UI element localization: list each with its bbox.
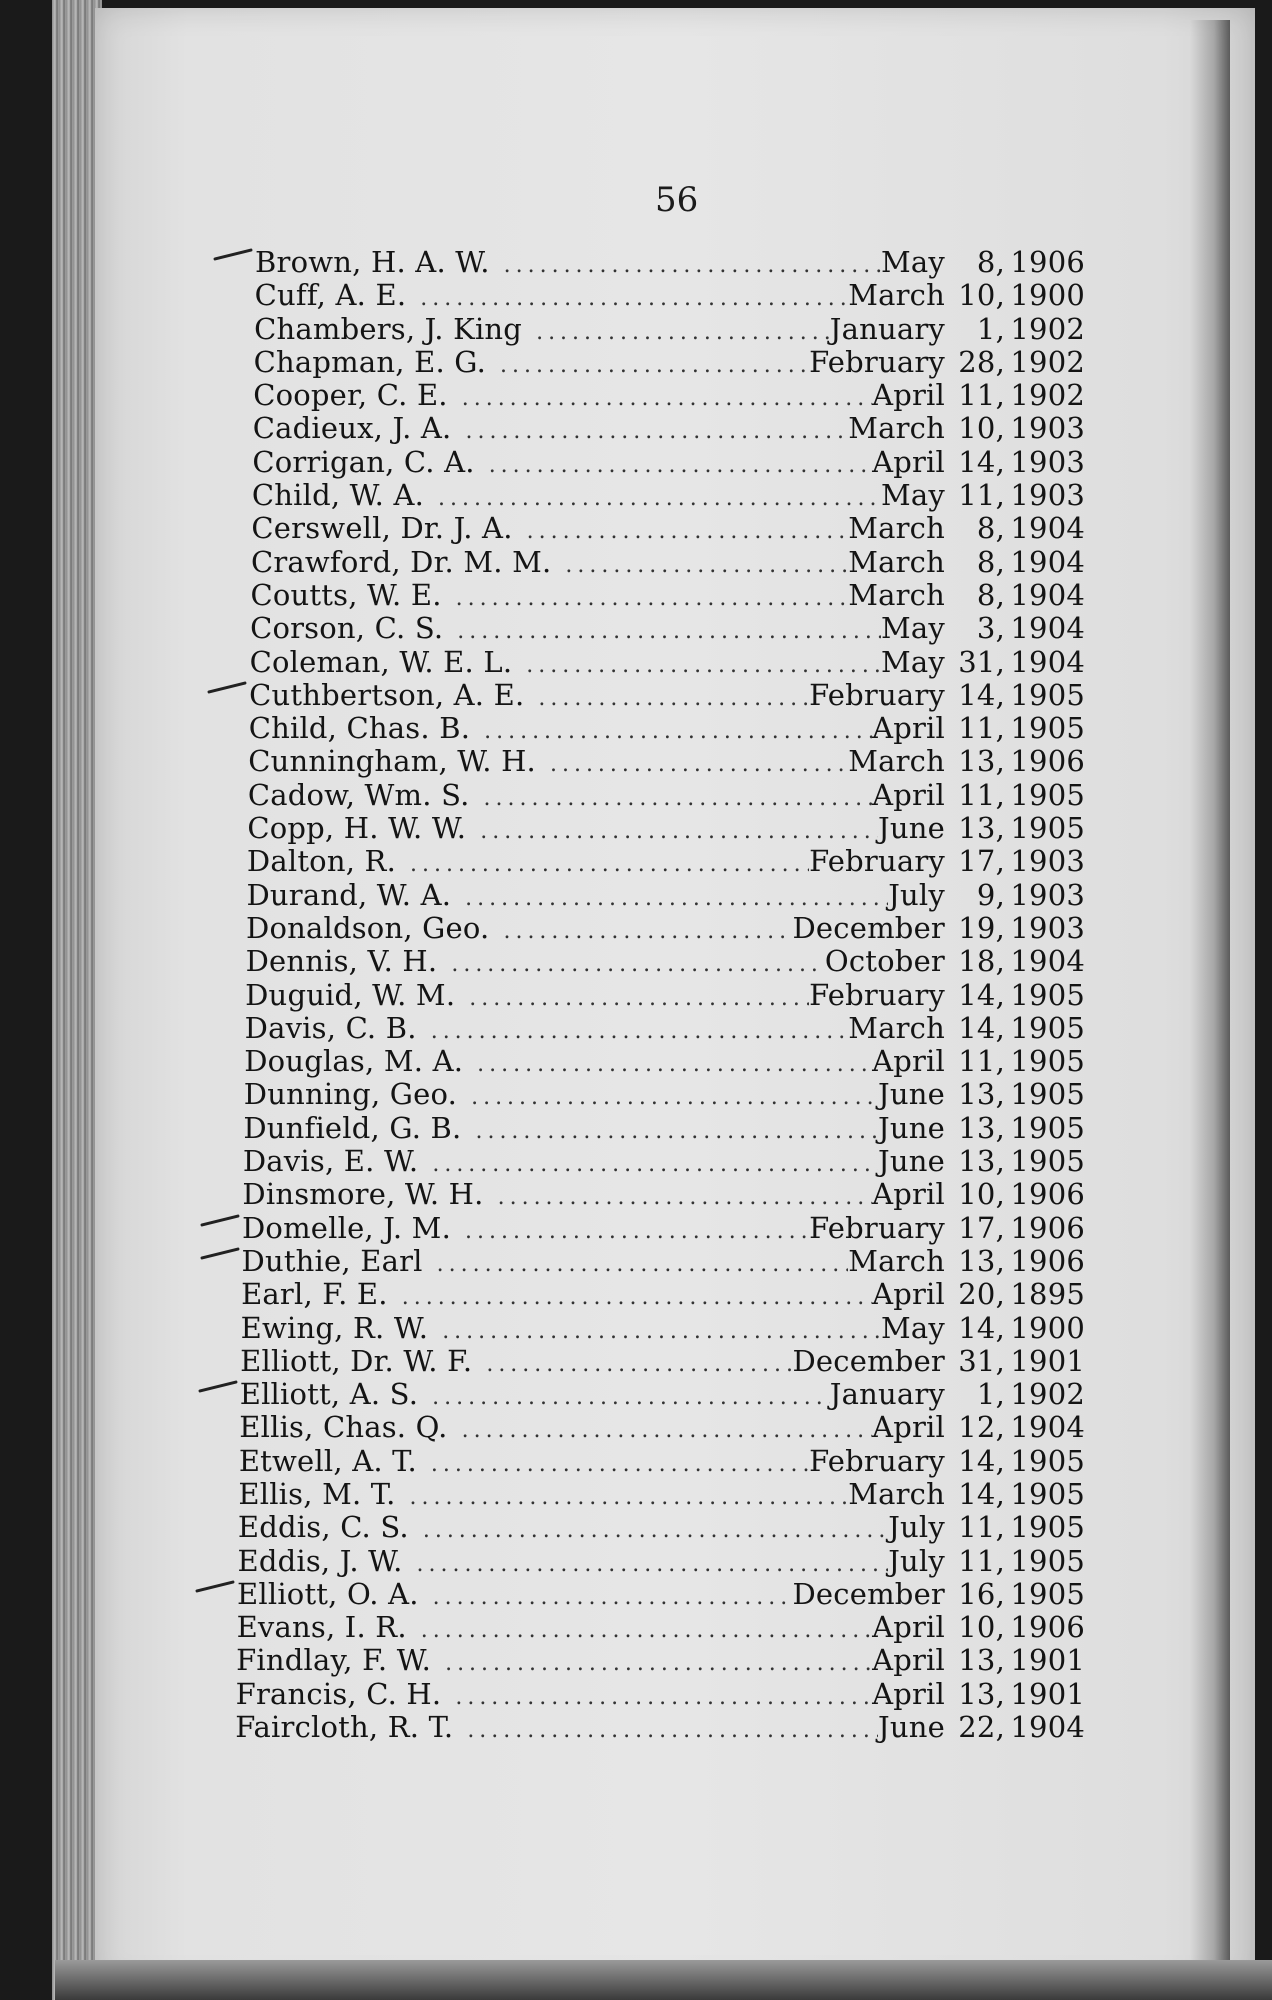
list-item bbox=[242, 1211, 1085, 1244]
member-name: Faircloth, R. T. bbox=[235, 1710, 454, 1745]
list-item bbox=[237, 1577, 1085, 1610]
date-day: 8, bbox=[976, 544, 1005, 579]
member-name: Dinsmore, W. H. bbox=[242, 1177, 484, 1212]
list-item bbox=[246, 911, 1085, 944]
date-day: 8, bbox=[976, 511, 1005, 546]
list-item bbox=[244, 1044, 1085, 1077]
list-item bbox=[254, 345, 1085, 378]
dot-leader bbox=[475, 1119, 878, 1144]
date-year: 1900 bbox=[1010, 278, 1085, 313]
dot-leader bbox=[433, 1585, 793, 1610]
date-month: December bbox=[792, 1576, 945, 1611]
date-month: February bbox=[809, 344, 945, 379]
date-day: 31, bbox=[958, 644, 1005, 679]
member-name: Elliott, A. S. bbox=[239, 1377, 419, 1412]
date-year: 1901 bbox=[1010, 1676, 1085, 1711]
dot-leader bbox=[455, 1685, 872, 1710]
date-month: March bbox=[848, 1476, 945, 1511]
list-item bbox=[245, 1011, 1085, 1044]
dot-leader bbox=[536, 320, 830, 345]
date-day: 3, bbox=[976, 611, 1005, 646]
dot-leader bbox=[498, 1185, 872, 1210]
page-number: 56 bbox=[655, 180, 699, 220]
date-day: 13, bbox=[958, 1110, 1005, 1145]
member-name: Durand, W. A. bbox=[246, 877, 452, 912]
date-month: April bbox=[872, 777, 945, 812]
member-name: Coleman, W. E. L. bbox=[249, 644, 513, 679]
date-day: 31, bbox=[958, 1343, 1005, 1378]
dot-leader bbox=[432, 1385, 830, 1410]
date-year: 1901 bbox=[1010, 1343, 1085, 1378]
member-name: Duthie, Earl bbox=[241, 1243, 423, 1278]
member-name: Ellis, M. T. bbox=[238, 1476, 396, 1511]
member-name: Cadow, Wm. S. bbox=[247, 777, 470, 812]
member-name: Child, Chas. B. bbox=[248, 711, 471, 746]
dot-leader bbox=[504, 253, 881, 278]
member-name: Dennis, V. H. bbox=[245, 944, 438, 979]
date-day: 11, bbox=[958, 378, 1005, 413]
list-item bbox=[253, 411, 1085, 444]
list-item bbox=[248, 744, 1085, 777]
date-year: 1905 bbox=[1010, 1543, 1085, 1578]
date-year: 1904 bbox=[1010, 1710, 1085, 1745]
dot-leader bbox=[527, 519, 849, 544]
list-item bbox=[238, 1510, 1085, 1543]
list-item bbox=[240, 1377, 1085, 1410]
date-year: 1905 bbox=[1010, 711, 1085, 746]
dot-leader bbox=[484, 786, 873, 811]
member-name: Etwell, A. T. bbox=[238, 1443, 417, 1478]
date-day: 8, bbox=[976, 577, 1005, 612]
list-item bbox=[254, 312, 1085, 345]
date-day: 14, bbox=[958, 1010, 1005, 1045]
member-name: Earl, F. E. bbox=[241, 1277, 388, 1312]
list-item bbox=[255, 278, 1085, 311]
date-month: February bbox=[809, 1443, 945, 1478]
dot-leader bbox=[503, 919, 792, 944]
date-year: 1905 bbox=[1010, 677, 1085, 712]
date-year: 1905 bbox=[1010, 1077, 1085, 1112]
dot-leader bbox=[465, 419, 848, 444]
date-day: 14, bbox=[958, 677, 1005, 712]
list-item bbox=[237, 1544, 1085, 1577]
date-day: 1, bbox=[976, 311, 1005, 346]
date-year: 1905 bbox=[1010, 1576, 1085, 1611]
member-name: Elliott, Dr. W. F. bbox=[240, 1343, 473, 1378]
list-item bbox=[250, 611, 1085, 644]
date-year: 1905 bbox=[1010, 1443, 1085, 1478]
date-day: 13, bbox=[958, 1243, 1005, 1278]
date-year: 1905 bbox=[1010, 977, 1085, 1012]
member-name: Cerswell, Dr. J. A. bbox=[251, 511, 513, 546]
date-year: 1903 bbox=[1010, 877, 1085, 912]
date-day: 18, bbox=[958, 944, 1005, 979]
date-month: July bbox=[888, 1543, 945, 1578]
member-name: Francis, C. H. bbox=[235, 1676, 442, 1711]
date-month: March bbox=[848, 744, 945, 779]
date-month: April bbox=[872, 1277, 945, 1312]
member-name: Davis, C. B. bbox=[244, 1010, 417, 1045]
date-day: 12, bbox=[958, 1410, 1005, 1445]
dot-leader bbox=[423, 1518, 888, 1543]
list-item bbox=[245, 978, 1085, 1011]
list-item bbox=[239, 1410, 1085, 1443]
date-month: January bbox=[829, 1377, 945, 1412]
dot-leader bbox=[500, 353, 809, 378]
member-name: Domelle, J. M. bbox=[241, 1210, 451, 1245]
member-list bbox=[235, 245, 1085, 1745]
list-item bbox=[243, 1144, 1085, 1177]
list-item bbox=[252, 478, 1085, 511]
date-day: 13, bbox=[958, 1643, 1005, 1678]
date-year: 1903 bbox=[1010, 411, 1085, 446]
list-item bbox=[242, 1244, 1086, 1277]
date-day: 1, bbox=[976, 1377, 1005, 1412]
member-name: Coutts, W. E. bbox=[250, 577, 442, 612]
member-name: Cooper, C. E. bbox=[253, 378, 448, 413]
date-month: April bbox=[872, 444, 945, 479]
date-year: 1905 bbox=[1010, 1144, 1085, 1179]
dot-leader bbox=[462, 1418, 872, 1443]
date-day: 17, bbox=[958, 844, 1005, 879]
date-day: 14, bbox=[958, 444, 1005, 479]
dot-leader bbox=[550, 752, 848, 777]
date-day: 14, bbox=[958, 1476, 1005, 1511]
list-item bbox=[237, 1610, 1085, 1643]
date-month: March bbox=[848, 278, 945, 313]
member-name: Eddis, J. W. bbox=[237, 1543, 403, 1578]
dot-leader bbox=[431, 1019, 849, 1044]
dot-leader bbox=[456, 586, 849, 611]
dot-leader bbox=[480, 819, 878, 844]
date-day: 13, bbox=[958, 1144, 1005, 1179]
date-day: 14, bbox=[958, 977, 1005, 1012]
date-year: 1905 bbox=[1010, 1044, 1085, 1079]
date-month: March bbox=[848, 1010, 945, 1045]
dot-leader bbox=[565, 553, 848, 578]
date-year: 1902 bbox=[1010, 311, 1085, 346]
member-name: Corson, C. S. bbox=[250, 611, 444, 646]
dot-leader bbox=[457, 619, 881, 644]
member-name: Ewing, R. W. bbox=[240, 1310, 429, 1345]
dot-leader bbox=[486, 1352, 792, 1377]
date-month: April bbox=[872, 1676, 945, 1711]
date-year: 1905 bbox=[1010, 1510, 1085, 1545]
date-year: 1905 bbox=[1010, 1476, 1085, 1511]
date-month: June bbox=[878, 1077, 945, 1112]
member-name: Corrigan, C. A. bbox=[252, 444, 475, 479]
member-name: Evans, I. R. bbox=[236, 1610, 407, 1645]
date-month: April bbox=[872, 378, 945, 413]
list-item bbox=[241, 1277, 1085, 1310]
date-month: April bbox=[872, 1610, 945, 1645]
list-item bbox=[249, 678, 1085, 711]
list-item bbox=[238, 1477, 1085, 1510]
date-year: 1906 bbox=[1010, 1210, 1085, 1245]
date-year: 1906 bbox=[1010, 1243, 1085, 1278]
date-month: April bbox=[872, 1177, 945, 1212]
member-name: Eddis, C. S. bbox=[237, 1510, 409, 1545]
book-bottom-edge bbox=[55, 1960, 1272, 2000]
date-month: February bbox=[809, 1210, 945, 1245]
page-gutter-shadow bbox=[1190, 20, 1230, 1960]
list-item bbox=[248, 778, 1085, 811]
date-day: 13, bbox=[958, 1676, 1005, 1711]
date-year: 1904 bbox=[1010, 611, 1085, 646]
list-item bbox=[235, 1710, 1085, 1743]
member-name: Elliott, O. A. bbox=[237, 1576, 419, 1611]
date-day: 13, bbox=[958, 811, 1005, 846]
member-name: Brown, H. A. W. bbox=[255, 245, 490, 279]
date-month: February bbox=[809, 844, 945, 879]
date-month: January bbox=[829, 311, 945, 346]
list-item bbox=[241, 1311, 1085, 1344]
dot-leader bbox=[445, 1651, 872, 1676]
member-name: Ellis, Chas. Q. bbox=[239, 1410, 448, 1445]
date-year: 1905 bbox=[1010, 1110, 1085, 1145]
date-day: 10, bbox=[958, 411, 1005, 446]
date-day: 11, bbox=[958, 1510, 1005, 1545]
dot-leader bbox=[465, 886, 888, 911]
date-day: 14, bbox=[958, 1443, 1005, 1478]
date-month: December bbox=[792, 1343, 945, 1378]
date-day: 8, bbox=[976, 245, 1005, 279]
list-item bbox=[240, 1344, 1085, 1377]
date-day: 11, bbox=[958, 478, 1005, 513]
list-item bbox=[247, 811, 1085, 844]
date-month: June bbox=[878, 1144, 945, 1179]
date-year: 1904 bbox=[1010, 577, 1085, 612]
date-day: 14, bbox=[958, 1310, 1005, 1345]
date-day: 28, bbox=[958, 344, 1005, 379]
member-name: Davis, E. W. bbox=[242, 1144, 419, 1179]
date-day: 19, bbox=[958, 910, 1005, 945]
date-day: 13, bbox=[958, 1077, 1005, 1112]
date-day: 11, bbox=[958, 777, 1005, 812]
date-month: June bbox=[878, 1710, 945, 1745]
member-name: Crawford, Dr. M. M. bbox=[250, 544, 552, 579]
dot-leader bbox=[462, 386, 872, 411]
dot-leader bbox=[442, 1319, 881, 1344]
date-year: 1905 bbox=[1010, 777, 1085, 812]
member-name: Donaldson, Geo. bbox=[246, 910, 490, 945]
date-year: 1904 bbox=[1010, 644, 1085, 679]
list-item bbox=[244, 1077, 1085, 1110]
date-day: 10, bbox=[958, 1610, 1005, 1645]
date-month: March bbox=[848, 1243, 945, 1278]
dot-leader bbox=[467, 1718, 878, 1743]
date-day: 11, bbox=[958, 711, 1005, 746]
member-name: Duguid, W. M. bbox=[245, 977, 456, 1012]
date-month: March bbox=[848, 577, 945, 612]
dot-leader bbox=[484, 719, 872, 744]
member-name: Douglas, M. A. bbox=[244, 1044, 464, 1079]
list-item bbox=[236, 1677, 1085, 1710]
date-month: March bbox=[848, 544, 945, 579]
date-month: June bbox=[878, 1110, 945, 1145]
member-name: Copp, H. W. W. bbox=[247, 811, 467, 846]
member-name: Child, W. A. bbox=[251, 478, 425, 513]
dot-leader bbox=[431, 1452, 809, 1477]
list-item bbox=[255, 245, 1085, 278]
date-month: February bbox=[809, 677, 945, 712]
date-month: July bbox=[888, 1510, 945, 1545]
dot-leader bbox=[526, 653, 881, 678]
date-year: 1901 bbox=[1010, 1643, 1085, 1678]
dot-leader bbox=[438, 486, 881, 511]
dot-leader bbox=[465, 1219, 809, 1244]
date-day: 16, bbox=[958, 1576, 1005, 1611]
dot-leader bbox=[477, 1052, 872, 1077]
date-day: 22, bbox=[958, 1710, 1005, 1745]
list-item bbox=[243, 1111, 1085, 1144]
dot-leader bbox=[410, 1485, 849, 1510]
list-item bbox=[251, 578, 1086, 611]
date-month: April bbox=[872, 1643, 945, 1678]
date-month: April bbox=[872, 1410, 945, 1445]
list-item bbox=[239, 1444, 1085, 1477]
member-name: Findlay, F. W. bbox=[236, 1643, 432, 1678]
list-item bbox=[249, 711, 1085, 744]
member-name: Cuff, A. E. bbox=[254, 278, 407, 313]
date-year: 1902 bbox=[1010, 378, 1085, 413]
date-day: 11, bbox=[958, 1543, 1005, 1578]
date-day: 11, bbox=[958, 1044, 1005, 1079]
date-month: July bbox=[888, 877, 945, 912]
member-name: Chambers, J. King bbox=[254, 311, 523, 346]
date-year: 1903 bbox=[1010, 478, 1085, 513]
dot-leader bbox=[451, 952, 825, 977]
date-month: March bbox=[848, 411, 945, 446]
date-month: May bbox=[881, 611, 945, 646]
member-name: Dalton, R. bbox=[246, 844, 397, 879]
member-name: Cunningham, W. H. bbox=[248, 744, 536, 779]
date-year: 1895 bbox=[1010, 1277, 1085, 1312]
date-month: May bbox=[881, 478, 945, 513]
dot-leader bbox=[417, 1552, 889, 1577]
date-month: October bbox=[824, 944, 945, 979]
date-month: February bbox=[809, 977, 945, 1012]
date-month: April bbox=[872, 1044, 945, 1079]
list-item bbox=[253, 378, 1085, 411]
date-year: 1905 bbox=[1010, 1010, 1085, 1045]
dot-leader bbox=[421, 1618, 872, 1643]
date-day: 10, bbox=[958, 1177, 1005, 1212]
list-item bbox=[247, 844, 1085, 877]
dot-leader bbox=[538, 686, 809, 711]
date-month: April bbox=[872, 711, 945, 746]
member-name: Dunfield, G. B. bbox=[243, 1110, 462, 1145]
date-year: 1904 bbox=[1010, 544, 1085, 579]
dot-leader bbox=[432, 1152, 878, 1177]
list-item bbox=[250, 645, 1085, 678]
date-day: 20, bbox=[958, 1277, 1005, 1312]
dot-leader bbox=[420, 286, 848, 311]
date-year: 1903 bbox=[1010, 844, 1085, 879]
date-year: 1906 bbox=[1010, 744, 1085, 779]
list-item bbox=[252, 445, 1085, 478]
list-item bbox=[251, 511, 1085, 544]
date-year: 1904 bbox=[1010, 511, 1085, 546]
date-day: 17, bbox=[958, 1210, 1005, 1245]
date-year: 1906 bbox=[1010, 1177, 1085, 1212]
dot-leader bbox=[489, 453, 872, 478]
date-year: 1906 bbox=[1010, 1610, 1085, 1645]
date-month: May bbox=[881, 644, 945, 679]
dot-leader bbox=[437, 1252, 849, 1277]
date-year: 1903 bbox=[1010, 444, 1085, 479]
date-year: 1900 bbox=[1010, 1310, 1085, 1345]
list-item bbox=[236, 1643, 1085, 1676]
list-item bbox=[242, 1177, 1085, 1210]
member-name: Dunning, Geo. bbox=[243, 1077, 458, 1112]
date-day: 10, bbox=[958, 278, 1005, 313]
date-month: May bbox=[881, 1310, 945, 1345]
date-day: 9, bbox=[976, 877, 1005, 912]
date-year: 1906 bbox=[1010, 245, 1085, 279]
dot-leader bbox=[402, 1285, 872, 1310]
date-day: 13, bbox=[958, 744, 1005, 779]
member-name: Cuthbertson, A. E. bbox=[249, 677, 525, 712]
date-year: 1903 bbox=[1010, 910, 1085, 945]
member-name: Chapman, E. G. bbox=[253, 344, 487, 379]
dot-leader bbox=[469, 986, 809, 1011]
date-year: 1904 bbox=[1010, 944, 1085, 979]
date-month: March bbox=[848, 511, 945, 546]
date-year: 1904 bbox=[1010, 1410, 1085, 1445]
dot-leader bbox=[471, 1085, 878, 1110]
date-year: 1902 bbox=[1010, 1377, 1085, 1412]
list-item bbox=[246, 878, 1085, 911]
dot-leader bbox=[410, 852, 809, 877]
list-item bbox=[246, 944, 1085, 977]
date-year: 1902 bbox=[1010, 344, 1085, 379]
date-year: 1905 bbox=[1010, 811, 1085, 846]
list-item bbox=[251, 545, 1085, 578]
member-name: Cadieux, J. A. bbox=[252, 411, 452, 446]
date-month: May bbox=[881, 245, 945, 279]
date-month: December bbox=[792, 910, 945, 945]
date-month: June bbox=[878, 811, 945, 846]
